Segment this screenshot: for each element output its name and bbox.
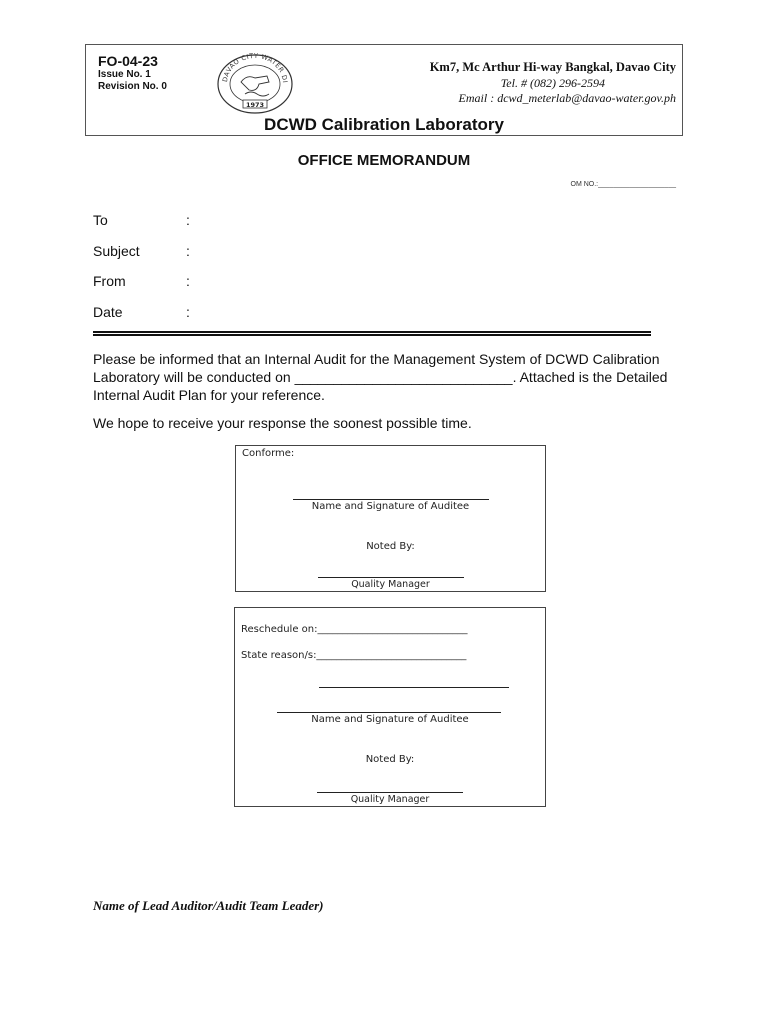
field-label: Subject (93, 243, 140, 259)
noted-by-label: Noted By: (366, 541, 415, 552)
noted-by-label: Noted By: (365, 754, 415, 765)
om-number-field: OM NO.:____________________ (570, 181, 676, 188)
reschedule-box (234, 607, 546, 807)
memo-body-paragraph: Please be informed that an Internal Audit for the Management System of DCWD Calibration Laboratory will be conducted on ____________________________. Attached is the Detailed Internal Audit Plan for your reference. (93, 351, 668, 403)
telephone-line: Tel. # (082) 296-2594 (500, 76, 605, 90)
quality-manager-label: Quality Manager (351, 579, 430, 590)
svg-text:DAVAO CITY WATER DISTRICT (215, 50, 289, 84)
field-colon: : (186, 304, 190, 320)
signature-line (317, 792, 463, 793)
revision-number: Revision No. 0 (98, 81, 167, 92)
auditee-signature-label: Name and Signature of Auditee (311, 714, 469, 725)
field-from (93, 273, 190, 289)
form-code: FO-04-23 (98, 53, 158, 69)
field-label: From (93, 273, 126, 289)
seal-year: 1973 (245, 101, 265, 109)
field-colon: : (186, 273, 190, 289)
lab-title: DCWD Calibration Laboratory (264, 115, 504, 134)
field-date (93, 304, 190, 320)
memo-title: OFFICE MEMORANDUM (297, 152, 471, 169)
state-reason-label: State reason/s:______________________________ (241, 650, 467, 661)
conforme-box (235, 445, 546, 592)
signature-line (277, 712, 501, 713)
quality-manager-label: Quality Manager (350, 794, 430, 805)
field-to (93, 212, 190, 228)
conforme-heading: Conforme: (242, 448, 295, 459)
lead-auditor-label: Name of Lead Auditor/Audit Team Leader) (93, 898, 324, 913)
auditee-signature-label: Name and Signature of Auditee (311, 501, 470, 512)
signature-line (293, 499, 489, 500)
field-colon: : (186, 243, 190, 259)
reschedule-on-label: Reschedule on:______________________________ (241, 624, 468, 635)
issue-number: Issue No. 1 (98, 69, 151, 80)
double-divider (93, 331, 651, 336)
signature-line (318, 577, 464, 578)
email-line: Email : dcwd_meterlab@davao-water.gov.ph (458, 91, 676, 105)
water-district-seal (215, 50, 295, 114)
field-label: Date (93, 304, 123, 320)
reason-line (319, 687, 509, 688)
address-block (430, 60, 676, 106)
field-label: To (93, 212, 108, 228)
address-line: Km7, Mc Arthur Hi-way Bangkal, Davao City (429, 60, 676, 74)
seal-arc-text: DAVAO CITY WATER DI (221, 51, 290, 84)
field-subject (93, 243, 190, 259)
field-colon: : (186, 212, 190, 228)
memo-closing-paragraph: We hope to receive your response the soonest possible time. (93, 415, 472, 431)
